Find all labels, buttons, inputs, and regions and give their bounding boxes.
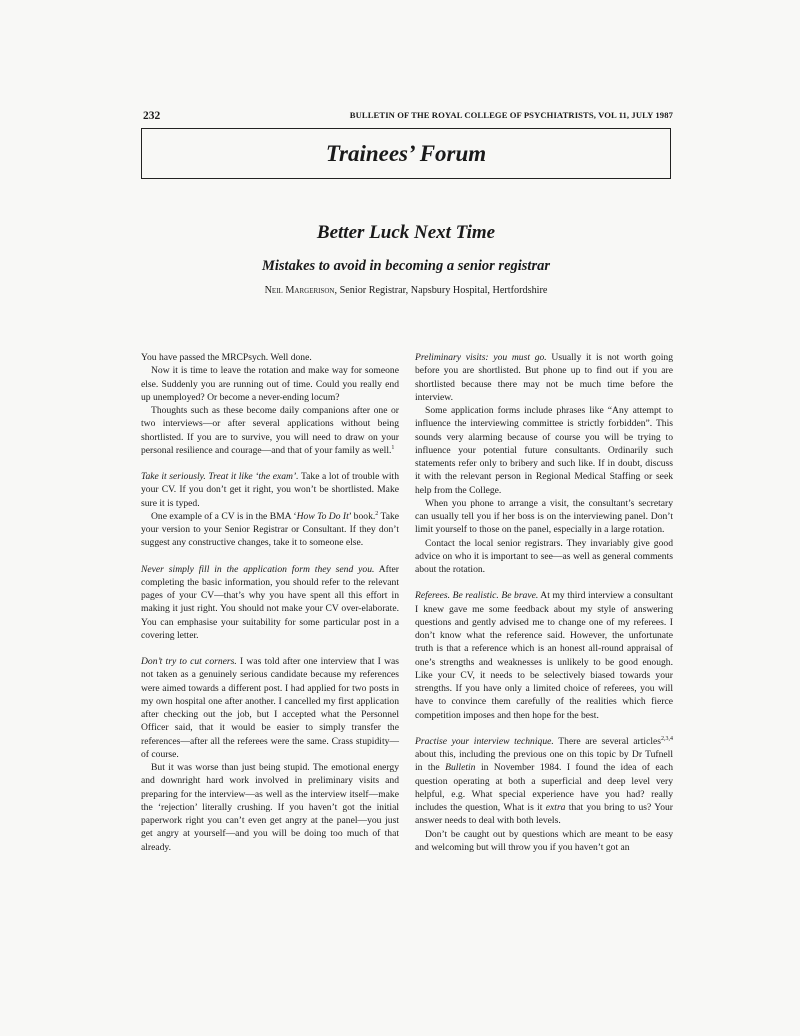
- paragraph: Don’t be caught out by questions which are meant to be easy and welcoming but will throw you if you haven’t got an: [415, 828, 673, 853]
- left-column: [141, 351, 399, 854]
- paragraph-lead: Never simply fill in the application form they send you.: [141, 563, 375, 575]
- paragraph-lead: Preliminary visits: you must go.: [415, 352, 547, 363]
- paragraph-lead: Referees. Be realistic. Be brave.: [415, 590, 539, 602]
- section-title: Trainees’ Forum: [325, 140, 487, 166]
- paragraph: Practise your interview technique. There are several articles$^{2,3,4}$ about this, including the previous one on this topic by Dr Tufnell in the Bulletin in November 1984. I found the idea of each question operating at both a superficial and deep level very helpful, e.g. What special experience have you had? really includes the question, What is it extra that you bring to us? Your answer needs to deal with both levels.: [415, 735, 673, 827]
- paragraph: Take it seriously. Treat it like ‘the exam’. Take a lot of trouble with your CV. If you don’t get it right, you won’t be shortlisted. Make sure it is typed.: [141, 471, 399, 509]
- article-title: Better Luck Next Time: [316, 222, 496, 243]
- journal-citation: BULLETIN OF THE ROYAL COLLEGE OF PSYCHIATRISTS, VOL 11, JULY 1987: [349, 110, 673, 120]
- byline: [141, 285, 671, 296]
- paragraph: You have passed the MRCPsych. Well done.: [141, 352, 312, 363]
- paragraph-lead: Don’t try to cut corners.: [141, 656, 237, 667]
- running-header: [143, 110, 673, 124]
- paragraph-lead: Practise your interview technique.: [415, 735, 554, 747]
- paragraph: Referees. Be realistic. Be brave. At my third interview a consultant I knew gave me some feedback about my style of answering questions and gently advised me to change one of my referees. I don’t know what the reference said. However, the unfortunate truth is that a reference which is an honest all-round appraisal of one’s strengths and weaknesses is unlikely to be good enough. Like your CV, it needs to be selectively biased towards your strengths. If you have only a limited choice of referees, you will have to convince them carefully of the realities which fierce competition imposes and then hope for the best.: [415, 590, 674, 721]
- right-column: [415, 351, 673, 854]
- paragraph: Now it is time to leave the rotation and make way for someone else. Suddenly you are running out of time. Could you really end up unemployed? Or become a never-ending locum?: [141, 365, 399, 403]
- paragraph: Thoughts such as these become daily companions after one or two interviews—or after several applications without being shortlisted. If you are to survive, you will need to draw on your personal resilience and courage—and that of your family as well.$^1$: [141, 405, 399, 456]
- reference-marker: 1: [391, 444, 395, 451]
- paragraph: But it was worse than just being stupid. The emotional energy and downright hard work involved in preliminary visits and preparing for the interview—as well as the interview itself—make the ‘rejection’ literally crushing. If you haven’t got the initial paperwork right you can’t even get angry at the panel—you just get angry at yourself—and you will be doing too much of that already.: [141, 762, 399, 853]
- author-affiliation: , Senior Registrar, Napsbury Hospital, Hertfordshire: [334, 285, 548, 296]
- article-subtitle: Mistakes to avoid in becoming a senior registrar: [261, 258, 550, 274]
- author-name: Neil Margerison: [264, 285, 335, 296]
- paragraph: One example of a CV is in the BMA ‘How To Do It’ book.$^2$ Take your version to your Senior Registrar or Consultant. If they don’t suggest any constructive changes, take it to someone else.: [141, 510, 400, 549]
- paragraph: Never simply fill in the application form they send you. After completing the basic information, you should refer to the relevant pages of your CV—that’s why you have spent all this effort in making it just right. You should not make your CV over-elaborate. You can emphasise your suitability for some particular post in a covering letter.: [141, 563, 399, 641]
- reference-marker: 2: [375, 510, 379, 517]
- paragraph: Contact the local senior registrars. They invariably give good advice on who it is important to see—as well as general comments about the rotation.: [415, 537, 673, 575]
- paragraph-lead: Take it seriously. Treat it like ‘the exam’.: [141, 471, 299, 482]
- paragraph: Don’t try to cut corners. I was told after one interview that I was not taken as a genuinely serious candidate because my references were aimed towards a different post. I had applied for two posts in my own hospital one after another. I cancelled my first application after checking out the job, but I accepted what the Personnel Officer said, that it would be easier to simply transfer the references—after all the referees were the same. Crass stupidity—of course.: [141, 656, 400, 760]
- reference-marker: 2,3,4: [661, 735, 673, 742]
- paragraph: Some application forms include phrases like “Any attempt to influence the interviewing committee is strictly forbidden”. This sounds very alarming because of course you will be trying to influence your potential future consultants. Ordinarily such statements refer only to bribery and such like. If in doubt, discuss it with the relevant person in Regional Medical Staffing or seek help from the College.: [415, 405, 673, 496]
- section-banner: [141, 128, 671, 179]
- page-number: 232: [143, 110, 161, 122]
- paragraph: When you phone to arrange a visit, the consultant’s secretary can usually tell you if her boss is on the interviewing panel. Don’t limit yourself to those on the panel, especially in a large rotation.: [415, 497, 673, 536]
- paragraph: Preliminary visits: you must go. Usually it is not worth going before you are shortlisted. But phone up to find out if you are shortlisted because there may not be much time before the interview.: [415, 352, 673, 403]
